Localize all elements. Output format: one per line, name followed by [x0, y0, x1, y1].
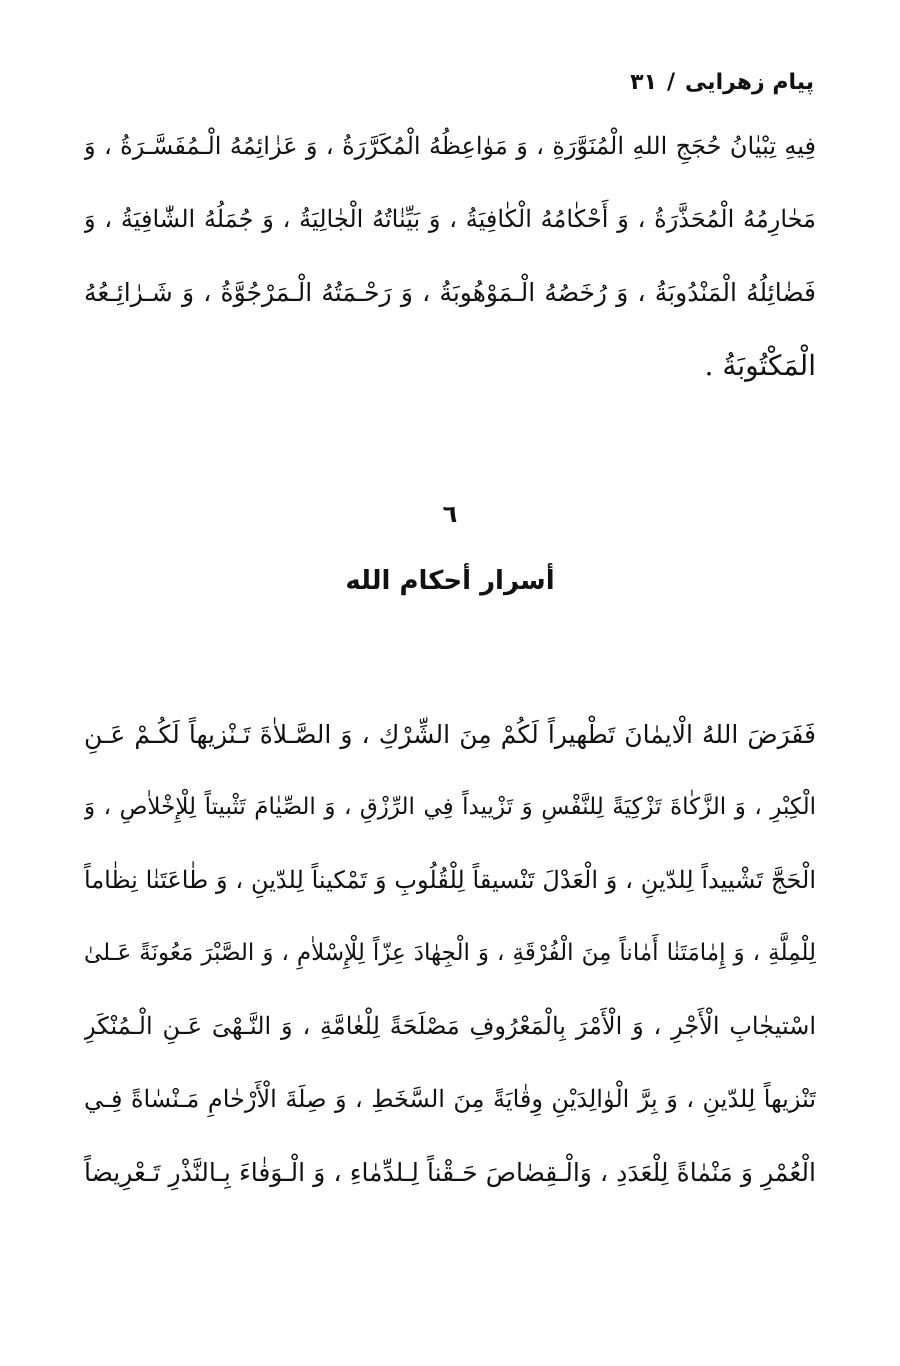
text-line: الْعُمْرِ وَ مَنْمٰاةً لِلْعَدَدِ ، وَالْـقِصٰاصَ حَـقْناً لِـلدِّمٰاءِ ، وَ الْـوَفٰاءَ بِـالنَّذْرِ تَـعْرِيضاً: [84, 1158, 816, 1187]
running-header: [630, 70, 814, 95]
text-line: لِلْمِلَّةِ ، وَ إِمٰامَتَنٰا أَمٰاناً مِنَ الْفُرْقَةِ ، وَ الْجِهٰادَ عِزّاً لِلْإِسْلاٰمِ ، وَ الصَّبْرَ مَعُونَةً عَـلىٰ: [84, 940, 816, 966]
text-line: الْكِبْرِ ، وَ الزَّكٰاةَ تَزْكِيَةً لِلنَّفْسِ وَ تَزْييداً فِي الرِّزْقِ ، وَ الصِّيٰامَ تَثْبيتاً لِلْإِخْلاٰصِ ، وَ: [84, 794, 816, 820]
text-line: تَنْزيهاً لِلدّينِ ، وَ بِرَّ الْوٰالِدَيْنِ وِقٰايَةً مِنَ السَّخَطِ ، وَ صِلَةَ الْأَرْحٰامِ مَـنْسٰاةً فِـي: [84, 1085, 816, 1113]
paragraph-1: [84, 110, 816, 402]
text-line: مَحٰارِمُهُ الْمُحَذَّرَةُ ، وَ أَحْكٰامُهُ الْكٰافِيَةُ ، وَ بَيِّنٰاتُهُ الْجٰالِيَةُ ، وَ جُمَلُهُ الشّٰافِيَةُ ، وَ: [84, 205, 816, 233]
book-title: پيام زهرايى: [685, 70, 814, 95]
text-line: الْحَجَّ تَشْييداً لِلدّينِ ، وَ الْعَدْلَ تَنْسيقاً لِلْقُلُوبِ وَ تَمْكيناً لِلدّينِ ، وَ طٰاعَتَنٰا نِظٰاماً: [84, 866, 816, 894]
text-line: فَفَرَضَ اللهُ الْايمٰانَ تَطْهيراً لَكُمْ مِنَ الشِّرْكِ ، وَ الصَّـلاٰةَ تَـنْزيهاً لَكُـمْ عَـنِ: [84, 720, 816, 749]
header-separator: /: [667, 70, 676, 95]
text-line: فِيهِ تِبْيٰانُ حُجَجِ اللهِ الْمُنَوَّرَةِ ، وَ مَوٰاعِظُهُ الْمُكَرَّرَةُ ، وَ عَزٰائِمُهُ الْـمُفَسَّـرَةُ ، وَ: [84, 132, 816, 160]
paragraph-2: [84, 698, 816, 1209]
page-number: ٣١: [630, 70, 657, 95]
text-line: فَضٰائِلُهُ الْمَنْدُوبَةُ ، وَ رُخَصُهُ الْـمَوْهُوبَةُ ، وَ رَحْـمَتُهُ الْـمَرْجُوَّةُ ، وَ شَـرٰائِـعُهُ: [84, 278, 816, 307]
section-title: أسرار أحكام الله: [345, 566, 555, 596]
text-line: الْمَكْتُوبَةُ .: [704, 349, 816, 382]
text-line: اسْتيجٰابِ الْأَجْرِ ، وَ الْأَمْرَ بِالْمَعْرُوفِ مَصْلَحَةً لِلْعٰامَّةِ ، وَ النَّـهْىَ عَـنِ الْـمُنْكَرِ: [84, 1012, 816, 1040]
section-number: ٦: [442, 500, 458, 528]
